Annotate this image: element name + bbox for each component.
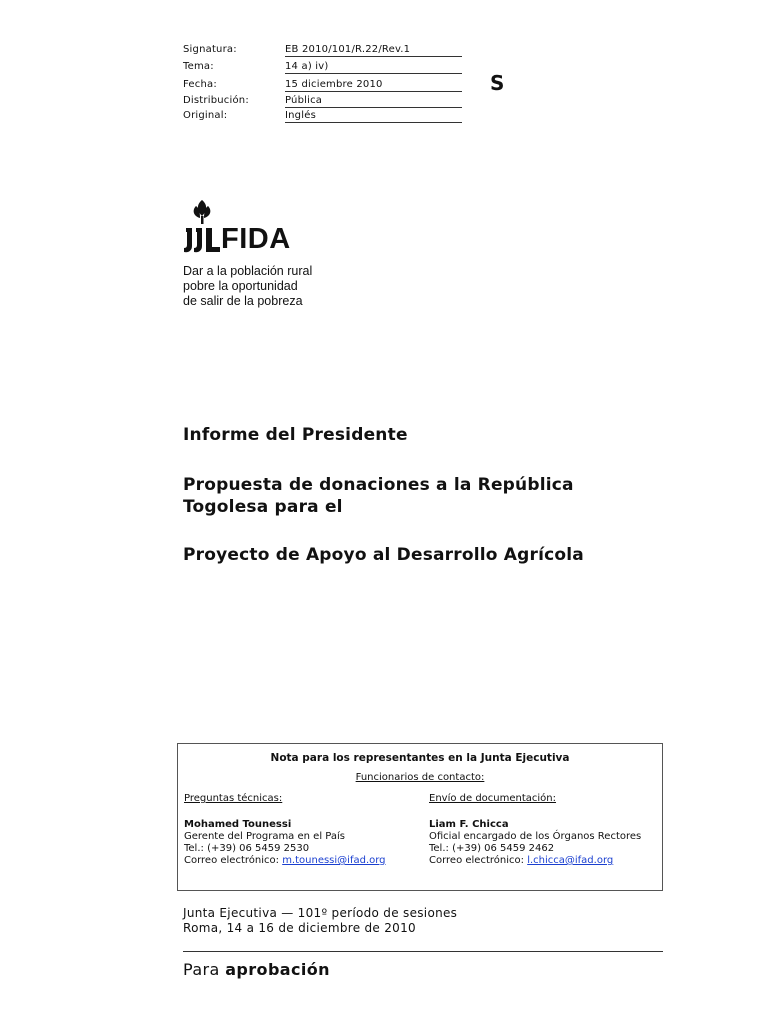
wheat-emblem-icon (182, 196, 222, 256)
approval-prefix: Para (183, 960, 220, 979)
documentation-contact-email-line (429, 855, 641, 867)
contact-technical (184, 793, 386, 867)
topic-value: 14 a) iv) (285, 61, 462, 74)
date-value: 15 diciembre 2010 (285, 79, 462, 92)
signature-value: EB 2010/101/R.22/Rev.1 (285, 44, 462, 57)
report-title: Informe del Presidente (183, 425, 408, 445)
logo-tagline (183, 264, 312, 309)
proposal-title-line: Togolesa para el (183, 497, 343, 517)
proposal-title (183, 474, 574, 518)
session-line: Junta Ejecutiva — 101º período de sesiones (183, 906, 458, 920)
technical-contact-role: Gerente del Programa en el País (184, 831, 345, 842)
contact-documentation (429, 793, 641, 867)
logo-wordmark: FIDA (221, 223, 291, 255)
signature-label: Signatura: (183, 44, 237, 55)
proposal-title-line: Propuesta de donaciones a la República (183, 475, 574, 495)
tagline-line: de salir de la pobreza (183, 294, 303, 308)
distribution-label: Distribución: (183, 95, 249, 106)
tagline-line: pobre la oportunidad (183, 279, 298, 293)
technical-heading: Preguntas técnicas: (184, 793, 283, 804)
fida-logo (182, 196, 313, 308)
technical-contact-name: Mohamed Tounessi (184, 819, 292, 830)
approval-emphasis: aprobación (225, 960, 330, 979)
project-title: Proyecto de Apoyo al Desarrollo Agrícola (183, 545, 584, 565)
documentation-email-link[interactable]: l.chicca@ifad.org (527, 855, 614, 866)
tagline-line: Dar a la población rural (183, 264, 313, 278)
documentation-contact-tel: Tel.: (+39) 06 5459 2462 (429, 843, 555, 854)
documentation-contact-name: Liam F. Chicca (429, 819, 509, 830)
session-info (183, 906, 457, 936)
note-title: Nota para los representantes en la Junta Ejecutiva (270, 752, 570, 764)
documentation-contact-role: Oficial encargado de los Órganos Rectores (429, 831, 642, 842)
session-line: Roma, 14 a 16 de diciembre de 2010 (183, 921, 416, 935)
divider (183, 951, 663, 952)
technical-email-link[interactable]: m.tounessi@ifad.org (282, 855, 386, 866)
technical-contact-tel: Tel.: (+39) 06 5459 2530 (184, 843, 310, 854)
email-label: Correo electrónico: (184, 855, 279, 866)
original-value: Inglés (285, 110, 462, 123)
technical-contact-email-line (184, 855, 386, 867)
date-label: Fecha: (183, 79, 217, 90)
note-subtitle: Funcionarios de contacto: (355, 772, 485, 783)
original-label: Original: (183, 110, 228, 121)
distribution-value: Pública (285, 95, 462, 108)
documentation-heading: Envío de documentación: (429, 793, 557, 804)
approval-line (183, 960, 330, 979)
contact-note-box (177, 743, 663, 891)
email-label: Correo electrónico: (429, 855, 524, 866)
language-code: S (490, 71, 505, 95)
topic-label: Tema: (183, 61, 214, 72)
